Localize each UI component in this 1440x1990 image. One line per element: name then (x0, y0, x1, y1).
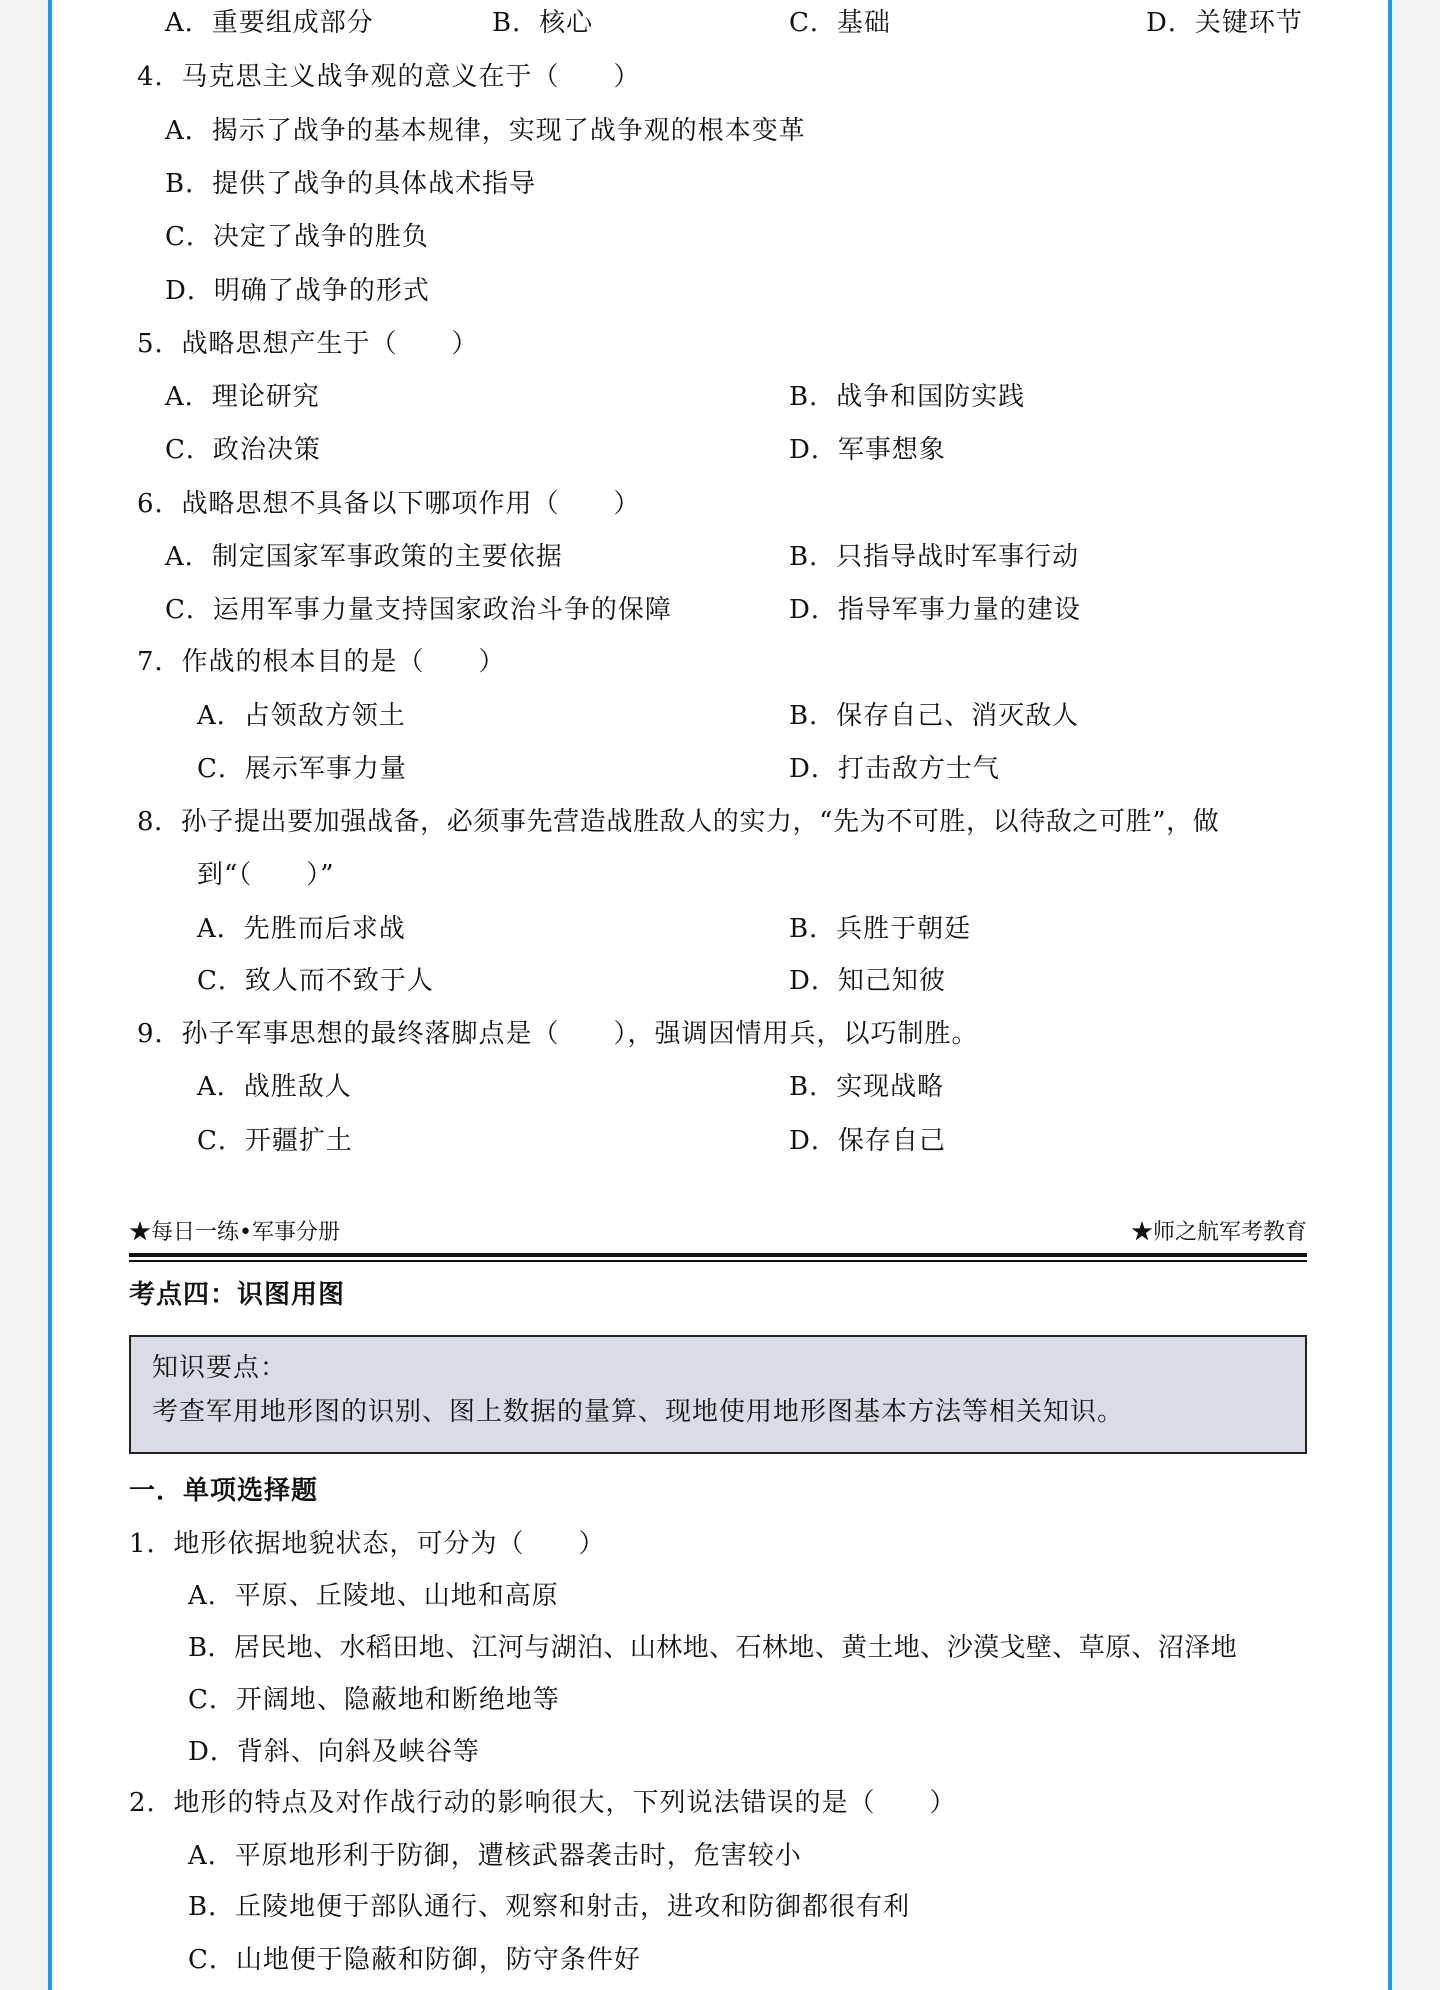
q4-option-b: B．提供了战争的具体战术指导 (165, 169, 537, 199)
q3-option-a: A．重要组成部分 (165, 8, 374, 38)
q6-option-b: B．只指导战时军事行动 (789, 542, 1080, 572)
q7-option-d: D．打击敌方士气 (789, 754, 1000, 784)
s4-q1-option-a: A．平原、丘陵地、山地和高原 (188, 1581, 559, 1611)
q7-stem: 7．作战的根本目的是（ ） (137, 647, 506, 677)
q4-option-c: C．决定了战争的胜负 (165, 222, 429, 252)
q8-stem-line2: 到“（ ）” (197, 860, 335, 890)
q3-option-b: B．核心 (492, 8, 594, 38)
q6-option-a: A．制定国家军事政策的主要依据 (165, 542, 563, 572)
part-title: 一．单项选择题 (129, 1476, 319, 1506)
q6-stem: 6．战略思想不具备以下哪项作用（ ） (137, 489, 641, 519)
section-title: 考点四：识图用图 (129, 1280, 346, 1310)
knowledge-text: 考查军用地形图的识别、图上数据的量算、现地使用地形图基本方法等相关知识。 (152, 1397, 1125, 1427)
q5-option-d: D．军事想象 (789, 435, 946, 465)
q6-option-c: C．运用军事力量支持国家政治斗争的保障 (165, 595, 672, 625)
q5-option-b: B．战争和国防实践 (789, 382, 1026, 412)
header-rule-thick (129, 1253, 1307, 1257)
running-header-left: ★每日一练•军事分册 (129, 1220, 340, 1245)
q4-option-a: A．揭示了战争的基本规律，实现了战争观的根本变革 (165, 116, 806, 146)
q9-option-a: A．战胜敌人 (197, 1072, 352, 1102)
s4-q2-stem: 2．地形的特点及对作战行动的影响很大，下列说法错误的是（ ） (129, 1788, 957, 1818)
s4-q1-stem: 1．地形依据地貌状态，可分为（ ） (129, 1529, 606, 1559)
s4-q2-option-c: C．山地便于隐蔽和防御，防守条件好 (188, 1945, 641, 1975)
q8-option-c: C．致人而不致于人 (197, 966, 434, 996)
q7-option-a: A．占领敌方领土 (197, 701, 406, 731)
q5-option-c: C．政治决策 (165, 435, 321, 465)
header-rule-thin (129, 1260, 1307, 1262)
q5-option-a: A．理论研究 (165, 382, 320, 412)
q4-stem: 4．马克思主义战争观的意义在于（ ） (137, 62, 641, 92)
q8-stem-line1: 8．孙子提出要加强战备，必须事先营造战胜敌人的实力，“先为不可胜，以待敌之可胜”，做 (137, 807, 1220, 837)
q5-stem: 5．战略思想产生于（ ） (137, 329, 479, 359)
s4-q2-option-a: A．平原地形利于防御，遭核武器袭击时，危害较小 (188, 1841, 802, 1871)
s4-q1-option-c: C．开阔地、隐蔽地和断绝地等 (188, 1685, 560, 1715)
q9-stem: 9．孙子军事思想的最终落脚点是（ ），强调因情用兵，以巧制胜。 (137, 1019, 979, 1049)
q9-option-d: D．保存自己 (789, 1126, 946, 1156)
q4-option-d: D．明确了战争的形式 (165, 276, 430, 306)
q8-option-a: A．先胜而后求战 (197, 914, 406, 944)
s4-q1-option-d: D．背斜、向斜及峡谷等 (188, 1737, 480, 1767)
running-header-right: ★师之航军考教育 (1130, 1220, 1307, 1245)
q7-option-c: C．展示军事力量 (197, 754, 407, 784)
s4-q2-option-b: B．丘陵地便于部队通行、观察和射击，进攻和防御都很有利 (188, 1892, 911, 1922)
q9-option-c: C．开疆扩土 (197, 1126, 353, 1156)
q3-option-c: C．基础 (789, 8, 891, 38)
q7-option-b: B．保存自己、消灭敌人 (789, 701, 1080, 731)
s4-q1-option-b: B．居民地、水稻田地、江河与湖泊、山林地、石林地、黄土地、沙漠戈壁、草原、沼泽地 (188, 1633, 1238, 1663)
q8-option-b: B．兵胜于朝廷 (789, 914, 972, 944)
knowledge-label: 知识要点： (152, 1353, 288, 1383)
q6-option-d: D．指导军事力量的建设 (789, 595, 1081, 625)
q8-option-d: D．知己知彼 (789, 966, 946, 996)
q3-option-d: D．关键环节 (1146, 8, 1303, 38)
q9-option-b: B．实现战略 (789, 1072, 945, 1102)
